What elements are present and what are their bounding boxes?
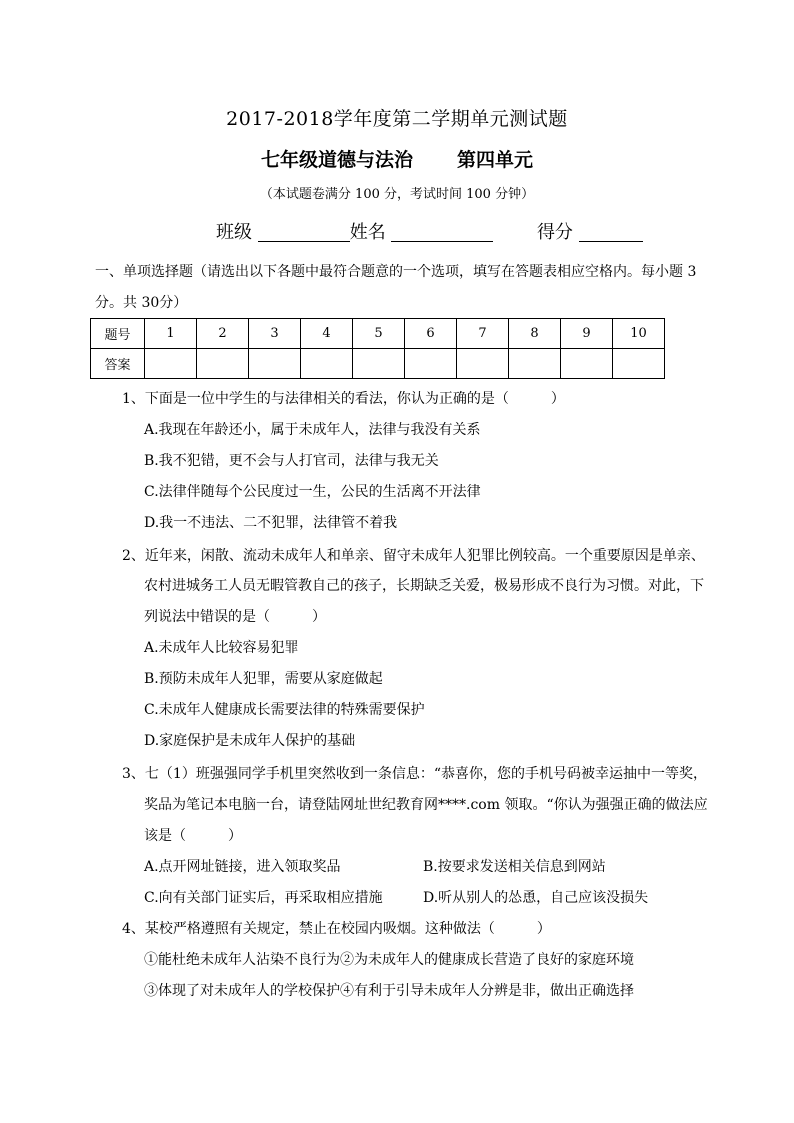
name-blank[interactable] <box>391 223 493 242</box>
question-3-stem-line-2: 奖品为笔记本电脑一台，请登陆网址世纪教育网****.com 领取。“你认为强强正确的做法应 <box>144 797 708 813</box>
question-2-option-b: B.预防未成年人犯罪，需要从家庭做起 <box>144 671 383 687</box>
answer-cell[interactable] <box>249 349 301 379</box>
answer-cell[interactable] <box>353 349 405 379</box>
question-4-stem: 4、某校严格遵照有关规定，禁止在校园内吸烟。这种做法（ ） <box>122 921 551 937</box>
answer-cell[interactable] <box>509 349 561 379</box>
score-blank[interactable] <box>579 223 643 242</box>
table-number-cell: 3 <box>249 319 301 349</box>
answer-table-number-row <box>91 319 665 349</box>
question-3-option-b: B.按要求发送相关信息到网站 <box>423 859 606 875</box>
question-2-option-d: D.家庭保护是未成年人保护的基础 <box>144 733 356 749</box>
student-info-line <box>216 218 643 244</box>
question-3-stem-line-1: 3、七（1）班强强同学手机里突然收到一条信息：“恭喜你，您的手机号码被幸运抽中一等奖， <box>122 766 707 782</box>
exam-title: 2017-2018学年度第二学期单元测试题 <box>226 108 568 130</box>
exam-subtitle <box>0 145 794 172</box>
table-number-cell: 5 <box>353 319 405 349</box>
answer-cell[interactable] <box>145 349 197 379</box>
table-number-cell: 6 <box>405 319 457 349</box>
answer-cell[interactable] <box>561 349 613 379</box>
question-1-option-c: C.法律伴随每个公民度过一生，公民的生活离不开法律 <box>144 484 481 500</box>
answer-table <box>90 318 665 379</box>
answer-table-answer-row <box>91 349 665 379</box>
table-number-cell: 9 <box>561 319 613 349</box>
class-blank[interactable] <box>258 223 350 242</box>
question-1-stem: 1、下面是一位中学生的与法律相关的看法，你认为正确的是（ ） <box>122 391 565 407</box>
answer-cell[interactable] <box>197 349 249 379</box>
table-number-cell: 4 <box>301 319 353 349</box>
section-intro: 一、单项选择题（请选出以下各题中最符合题意的一个选项，填写在答题表相应空格内。每小题 3 分。共 30分） <box>95 264 697 311</box>
table-number-cell: 10 <box>613 319 665 349</box>
question-4-statement-1-2: ①能杜绝未成年人沾染不良行为②为未成年人的健康成长营造了良好的家庭环境 <box>144 952 634 968</box>
question-3-option-c: C.向有关部门证实后，再采取相应措施 <box>144 890 383 906</box>
question-2-stem-line-2: 农村进城务工人员无暇管教自己的孩子，长期缺乏关爱，极易形成不良行为习惯。对此，下 <box>144 578 704 594</box>
class-label: 班级 <box>216 222 252 243</box>
question-1-option-d: D.我一不违法、二不犯罪，法律管不着我 <box>144 515 398 531</box>
question-3-option-a: A.点开网址链接，进入领取奖品 <box>144 859 341 875</box>
answer-cell[interactable] <box>405 349 457 379</box>
table-header-answer: 答案 <box>91 349 145 379</box>
table-header-number: 题号 <box>91 319 145 349</box>
table-number-cell: 8 <box>509 319 561 349</box>
question-3-stem-line-3: 该是（ ） <box>144 828 242 844</box>
answer-cell[interactable] <box>301 349 353 379</box>
question-2-option-c: C.未成年人健康成长需要法律的特殊需要保护 <box>144 702 425 718</box>
question-2-stem-line-3: 列说法中错误的是（ ） <box>144 609 326 625</box>
table-number-cell: 2 <box>197 319 249 349</box>
answer-cell[interactable] <box>613 349 665 379</box>
answer-cell[interactable] <box>457 349 509 379</box>
table-number-cell: 7 <box>457 319 509 349</box>
unit-label: 第四单元 <box>457 149 534 171</box>
subject-label: 七年级道德与法治 <box>260 149 413 171</box>
score-label: 得分 <box>536 222 573 243</box>
name-label: 姓名 <box>349 222 386 243</box>
question-2-stem-line-1: 2、近年来，闲散、流动未成年人和单亲、留守未成年人犯罪比例较高。一个重要原因是单亲、 <box>122 548 705 564</box>
question-2-option-a: A.未成年人比较容易犯罪 <box>144 640 299 656</box>
question-4-statement-3-4: ③体现了对未成年人的学校保护④有利于引导未成年人分辨是非，做出正确选择 <box>144 983 634 999</box>
exam-note: （本试题卷满分 100 分，考试时间 100 分钟） <box>259 187 535 202</box>
question-1-option-b: B.我不犯错，更不会与人打官司，法律与我无关 <box>144 453 439 469</box>
question-3-option-d: D.听从别人的怂恿，自己应该没损失 <box>423 890 649 906</box>
table-number-cell: 1 <box>145 319 197 349</box>
question-1-option-a: A.我现在年龄还小，属于未成年人，法律与我没有关系 <box>144 422 481 438</box>
